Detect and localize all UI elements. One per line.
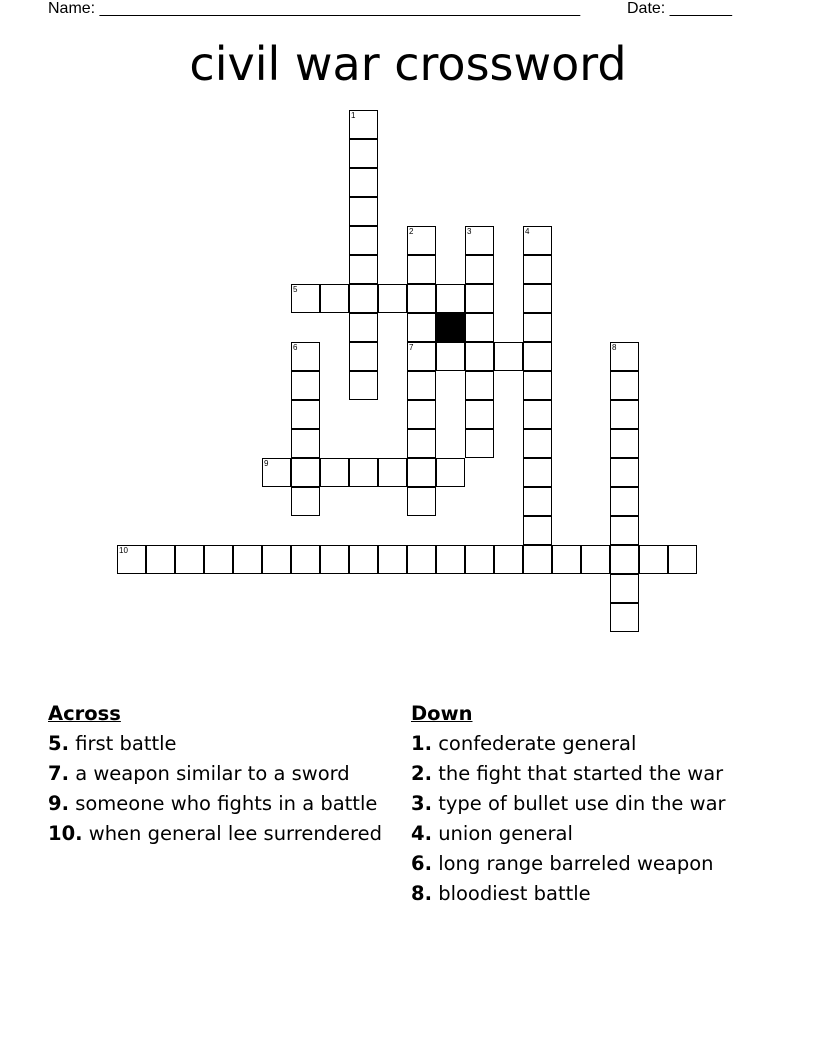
grid-cell[interactable] <box>610 603 639 632</box>
grid-cell[interactable] <box>407 313 436 342</box>
grid-cell[interactable] <box>378 545 407 574</box>
name-field[interactable]: Name: ______________________________________________________ <box>48 0 581 17</box>
down-clue <box>411 822 756 845</box>
clue-label-number: 4. <box>411 822 432 845</box>
grid-cell[interactable] <box>204 545 233 574</box>
grid-cell[interactable] <box>668 545 697 574</box>
grid-cell[interactable] <box>436 458 465 487</box>
down-clue-list <box>411 732 756 905</box>
clue-label-number: 7. <box>48 762 69 785</box>
grid-cell[interactable] <box>581 545 610 574</box>
grid-cell[interactable] <box>465 284 494 313</box>
grid-cell[interactable] <box>349 545 378 574</box>
grid-cell[interactable] <box>465 371 494 400</box>
grid-cell[interactable] <box>639 545 668 574</box>
grid-cell[interactable] <box>407 429 436 458</box>
clue-text: first battle <box>75 732 177 755</box>
grid-cell[interactable] <box>117 545 146 574</box>
clue-number: 9 <box>264 459 269 468</box>
grid-cell[interactable] <box>552 545 581 574</box>
grid-cell[interactable] <box>407 284 436 313</box>
grid-cell[interactable] <box>610 429 639 458</box>
clue-number: 7 <box>409 343 414 352</box>
grid-cell[interactable] <box>465 429 494 458</box>
clue-number: 6 <box>293 343 298 352</box>
clue-label-number: 1. <box>411 732 432 755</box>
down-clue <box>411 732 756 755</box>
clue-text: a weapon similar to a sword <box>75 762 350 785</box>
grid-cell[interactable] <box>291 487 320 516</box>
grid-cell[interactable] <box>610 342 639 371</box>
grid-cell[interactable] <box>407 458 436 487</box>
clue-text: the fight that started the war <box>438 762 724 785</box>
grid-cell[interactable] <box>465 255 494 284</box>
grid-cell[interactable] <box>407 487 436 516</box>
grid-cell[interactable] <box>523 371 552 400</box>
grid-cell[interactable] <box>436 284 465 313</box>
date-field[interactable]: Date: _______ <box>627 0 732 17</box>
down-clue <box>411 762 756 785</box>
clue-label-number: 5. <box>48 732 69 755</box>
grid-cell[interactable] <box>349 284 378 313</box>
grid-cell[interactable] <box>523 226 552 255</box>
grid-cell[interactable] <box>320 284 349 313</box>
grid-cell[interactable] <box>436 342 465 371</box>
grid-cell[interactable] <box>494 545 523 574</box>
across-clues <box>48 702 388 852</box>
grid-cell[interactable] <box>349 313 378 342</box>
grid-cell[interactable] <box>291 400 320 429</box>
grid-cell[interactable] <box>465 342 494 371</box>
grid-cell[interactable] <box>494 342 523 371</box>
grid-cell[interactable] <box>407 545 436 574</box>
grid-cell[interactable] <box>610 371 639 400</box>
grid-cell[interactable] <box>378 284 407 313</box>
down-clues <box>411 702 756 912</box>
grid-cell[interactable] <box>349 342 378 371</box>
grid-cell[interactable] <box>610 516 639 545</box>
grid-cell[interactable] <box>291 371 320 400</box>
clue-number: 5 <box>293 285 298 294</box>
grid-cell[interactable] <box>349 371 378 400</box>
grid-cell[interactable] <box>349 110 378 139</box>
grid-cell[interactable] <box>349 197 378 226</box>
grid-cell[interactable] <box>291 429 320 458</box>
grid-cell[interactable] <box>523 545 552 574</box>
grid-cell[interactable] <box>610 400 639 429</box>
clue-label-number: 2. <box>411 762 432 785</box>
clue-text: type of bullet use din the war <box>438 792 726 815</box>
grid-cell[interactable] <box>523 516 552 545</box>
grid-cell[interactable] <box>233 545 262 574</box>
grid-cell[interactable] <box>523 284 552 313</box>
grid-cell[interactable] <box>465 400 494 429</box>
clue-text: someone who fights in a battle <box>75 792 378 815</box>
grid-cell[interactable] <box>465 313 494 342</box>
clue-number: 1 <box>351 111 356 120</box>
across-heading: Across <box>48 702 121 725</box>
grid-cell[interactable] <box>291 545 320 574</box>
clue-text: bloodiest battle <box>438 882 591 905</box>
across-clue <box>48 732 388 755</box>
grid-cell[interactable] <box>523 400 552 429</box>
grid-cell[interactable] <box>320 458 349 487</box>
clue-label-number: 10. <box>48 822 83 845</box>
grid-cell[interactable] <box>610 487 639 516</box>
grid-cell[interactable] <box>291 458 320 487</box>
grid-cell[interactable] <box>349 458 378 487</box>
clue-label-number: 6. <box>411 852 432 875</box>
down-clue <box>411 792 756 815</box>
clue-text: long range barreled weapon <box>438 852 714 875</box>
across-clue <box>48 792 388 815</box>
clue-number: 2 <box>409 227 414 236</box>
across-clue <box>48 822 388 845</box>
grid-cell[interactable] <box>349 255 378 284</box>
grid-cell[interactable] <box>610 458 639 487</box>
grid-cell[interactable] <box>349 226 378 255</box>
grid-cell[interactable] <box>146 545 175 574</box>
grid-cell[interactable] <box>523 255 552 284</box>
clue-label-number: 9. <box>48 792 69 815</box>
page-title: civil war crossword <box>189 37 627 91</box>
clue-label-number: 3. <box>411 792 432 815</box>
grid-cell[interactable] <box>407 371 436 400</box>
grid-cell[interactable] <box>523 429 552 458</box>
grid-cell[interactable] <box>291 342 320 371</box>
grid-cell[interactable] <box>610 545 639 574</box>
grid-cell[interactable] <box>349 168 378 197</box>
grid-cell[interactable] <box>436 545 465 574</box>
grid-cell[interactable] <box>407 342 436 371</box>
grid-cell[interactable] <box>610 574 639 603</box>
clue-number: 8 <box>612 343 617 352</box>
blocked-cell <box>436 313 465 342</box>
grid-cell[interactable] <box>523 313 552 342</box>
grid-cell[interactable] <box>320 545 349 574</box>
grid-cell[interactable] <box>465 545 494 574</box>
clue-number: 3 <box>467 227 472 236</box>
grid-cell[interactable] <box>291 284 320 313</box>
grid-cell[interactable] <box>523 458 552 487</box>
clue-number: 10 <box>119 546 128 555</box>
grid-cell[interactable] <box>523 487 552 516</box>
grid-cell[interactable] <box>175 545 204 574</box>
clue-label-number: 8. <box>411 882 432 905</box>
grid-cell[interactable] <box>407 255 436 284</box>
grid-cell[interactable] <box>262 545 291 574</box>
clue-text: when general lee surrendered <box>88 822 383 845</box>
across-clue <box>48 762 388 785</box>
clue-text: union general <box>438 822 573 845</box>
clue-number: 4 <box>525 227 530 236</box>
grid-cell[interactable] <box>523 342 552 371</box>
grid-cell[interactable] <box>407 226 436 255</box>
grid-cell[interactable] <box>378 458 407 487</box>
grid-cell[interactable] <box>262 458 291 487</box>
across-clue-list <box>48 732 388 845</box>
clue-text: confederate general <box>438 732 637 755</box>
grid-cell[interactable] <box>465 226 494 255</box>
down-heading: Down <box>411 702 473 725</box>
down-clue <box>411 882 756 905</box>
grid-cell[interactable] <box>349 139 378 168</box>
down-clue <box>411 852 756 875</box>
grid-cell[interactable] <box>407 400 436 429</box>
